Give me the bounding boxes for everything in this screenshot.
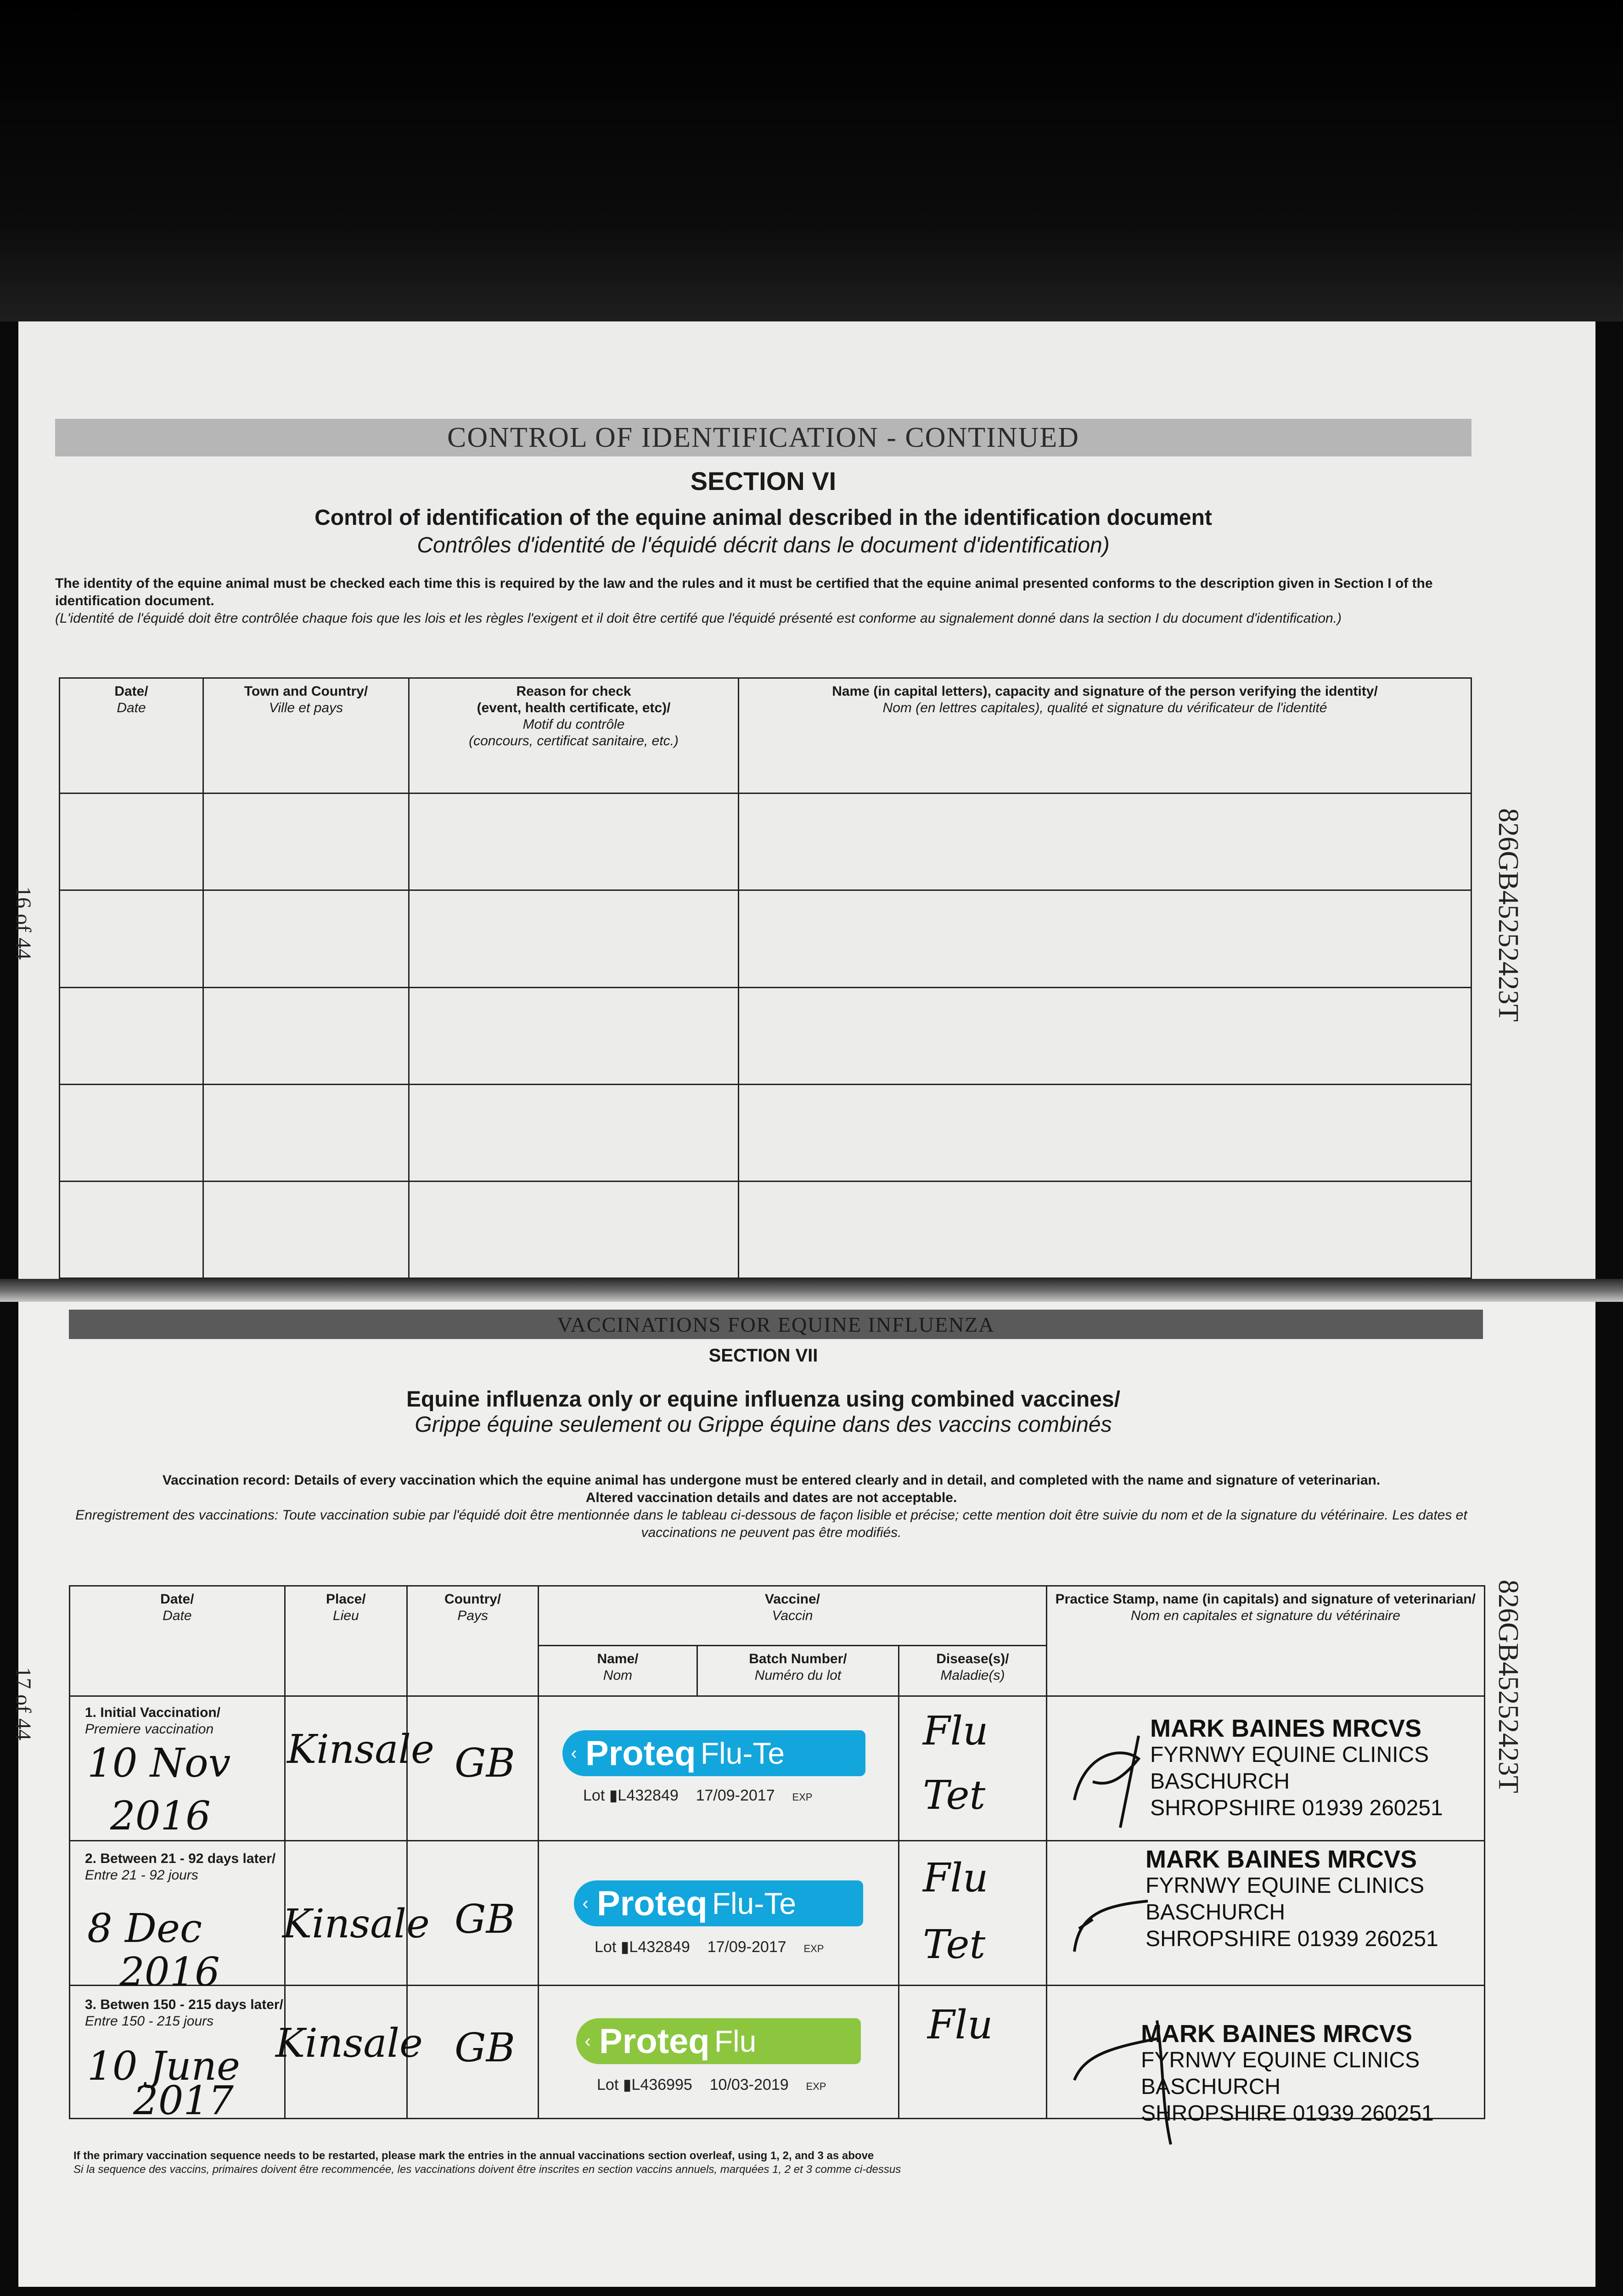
vax-stamp-header: Practice Stamp, name (in capitals) and signature of veterinarian/ Nom en capitales et signature du vétérinaire bbox=[1046, 1586, 1484, 1696]
vax-row1-signature bbox=[1065, 1717, 1157, 1837]
vax-row1-stamp: MARK BAINES MRCVS FYRNWY EQUINE CLINICS BASCHURCH SHROPSHIRE 01939 260251 bbox=[1150, 1715, 1443, 1820]
identity-check-table bbox=[59, 677, 1472, 1279]
table-cell[interactable] bbox=[60, 987, 203, 1084]
vax-row1-place: Kinsale bbox=[287, 1727, 434, 1773]
arrow-icon: ‹ bbox=[571, 1743, 577, 1763]
passport-number-upper: 826GB45252423T bbox=[1493, 808, 1524, 1022]
section6-title-en: Control of identification of the equine animal described in the identification document bbox=[314, 506, 1212, 530]
vax-vaccine-header: Vaccine/ Vaccin bbox=[539, 1586, 1046, 1646]
table-cell[interactable] bbox=[203, 1181, 409, 1278]
section6-intro bbox=[55, 575, 1460, 627]
table-cell[interactable] bbox=[203, 987, 409, 1084]
vax-row3-sticker: ‹ Proteq Flu bbox=[576, 2018, 861, 2064]
vax-batch-header: Batch Number/ Numéro du lot bbox=[697, 1646, 899, 1696]
vax-row1-date-line2: 2016 bbox=[110, 1793, 211, 1839]
table-cell[interactable] bbox=[409, 793, 739, 890]
section7-band: VACCINATIONS FOR EQUINE INFLUENZA bbox=[69, 1310, 1483, 1339]
vax-row1-disease-1: Flu bbox=[923, 1708, 988, 1754]
vax-row2-place: Kinsale bbox=[282, 1901, 430, 1947]
vax-row2-sticker: ‹ Proteq Flu-Te bbox=[574, 1880, 863, 1926]
section7-footer: If the primary vaccination sequence needs to be restarted, please mark the entries in the annual vaccinations section overleaf, using 1, 2, and 3 as above Si la sequence des vaccins, primaires doivent être recommencée, les vaccinations doivent être inscrites en section vaccins annuels, marquées 1, 2 et 3 comme ci-dessus bbox=[73, 2150, 901, 2176]
section7-intro: Vaccination record: Details of every vaccination which the equine animal has undergone must be entered clearly and in detail, and completed with the name and signature of veterinarian. Altered vaccination details and dates are not acceptable. Enregistrement des vaccinations: Toute vaccination subie par l'équidé doit être mentionnée dans le tableau ci-dessous de façon lisible et précise; cette mention doit être suivie du nom et de la signature du vétérinaire. Les dates et vaccinations ne peuvent pas être modifiés. bbox=[75, 1473, 1467, 1540]
table-cell[interactable] bbox=[203, 890, 409, 987]
table-cell[interactable] bbox=[60, 793, 203, 890]
vax-place-header: Place/ Lieu bbox=[285, 1586, 407, 1696]
vax-row3-place: Kinsale bbox=[275, 2020, 423, 2066]
passport-number-lower: 826GB45252423T bbox=[1493, 1580, 1524, 1793]
table-cell[interactable] bbox=[739, 793, 1471, 890]
table-cell[interactable] bbox=[409, 987, 739, 1084]
col-date-header: Date/ Date bbox=[60, 678, 203, 793]
table-cell[interactable] bbox=[60, 1181, 203, 1278]
table-cell[interactable] bbox=[739, 1181, 1471, 1278]
vax-row3-country: GB bbox=[455, 2025, 515, 2071]
arrow-icon: ‹ bbox=[582, 1893, 589, 1913]
table-cell[interactable] bbox=[60, 890, 203, 987]
vax-row1-sticker: ‹ Proteq Flu-Te bbox=[562, 1730, 865, 1776]
vax-disease-header: Disease(s)/ Maladie(s) bbox=[899, 1646, 1046, 1696]
vax-row1-label: 1. Initial Vaccination/ Premiere vaccination bbox=[85, 1705, 221, 1737]
arrow-icon: ‹ bbox=[584, 2031, 591, 2051]
vax-row1-date-line1: 10 Nov bbox=[87, 1740, 231, 1786]
vax-row2-stamp: MARK BAINES MRCVS FYRNWY EQUINE CLINICS BASCHURCH SHROPSHIRE 01939 260251 bbox=[1146, 1846, 1438, 1951]
section6-title-fr: Contrôles d'identité de l'équidé décrit dans le document d'identification) bbox=[417, 533, 1110, 557]
vax-row2-lot: Lot ▮L432849 17/09-2017 EXP bbox=[595, 1938, 824, 1956]
vax-row2-disease-2: Tet bbox=[923, 1922, 986, 1968]
vax-row3-lot: Lot ▮L436995 10/03-2019 EXP bbox=[597, 2076, 826, 2093]
vax-row2-date-line1: 8 Dec bbox=[87, 1906, 202, 1952]
vax-row3-stamp: MARK BAINES MRCVS FYRNWY EQUINE CLINICS BASCHURCH SHROPSHIRE 01939 260251 bbox=[1141, 2020, 1434, 2126]
table-cell[interactable] bbox=[203, 1084, 409, 1181]
table-cell[interactable] bbox=[409, 890, 739, 987]
vax-date-header: Date/ Date bbox=[70, 1586, 285, 1696]
col-town-header: Town and Country/ Ville et pays bbox=[203, 678, 409, 793]
vax-row2-signature bbox=[1065, 1874, 1157, 1965]
col-reason-header: Reason for check (event, health certificate, etc)/ Motif du contrôle (concours, certificat sanitaire, etc.) bbox=[409, 678, 739, 793]
vax-row3-disease-1: Flu bbox=[927, 2002, 993, 2048]
vax-country-header: Country/ Pays bbox=[407, 1586, 538, 1696]
table-cell[interactable] bbox=[409, 1084, 739, 1181]
section7-title-en: Equine influenza only or equine influenza using combined vaccines/ bbox=[406, 1387, 1120, 1412]
vax-row3-signature bbox=[1065, 2011, 1185, 2149]
section6-band: CONTROL OF IDENTIFICATION - CONTINUED bbox=[55, 419, 1471, 456]
section6-intro-en: The identity of the equine animal must be checked each time this is required by the law and the rules and it must be certified that the equine animal presented conforms to the description given in Section I of the identification document. bbox=[55, 576, 1433, 608]
vax-row2-disease-1: Flu bbox=[923, 1855, 988, 1901]
table-cell[interactable] bbox=[739, 1084, 1471, 1181]
vax-row1-lot: Lot ▮L432849 17/09-2017 EXP bbox=[583, 1787, 813, 1804]
section6-intro-fr: (L'identité de l'équidé doit être contrôlée chaque fois que les lois et les règles l'exigent et il doit être certifé que l'équidé présenté est conforme au signalement donné dans la section I du document d'identification.) bbox=[55, 611, 1342, 626]
table-cell[interactable] bbox=[203, 793, 409, 890]
vax-row3-label: 3. Betwen 150 - 215 days later/ Entre 150 - 215 jours bbox=[85, 1997, 283, 2029]
vax-row2-country: GB bbox=[455, 1896, 515, 1942]
section7-label: SECTION VII bbox=[708, 1345, 818, 1366]
page-number-16: 16 of 44 bbox=[11, 886, 35, 960]
table-cell[interactable] bbox=[739, 987, 1471, 1084]
vax-row3-date-line2: 2017 bbox=[133, 2078, 234, 2124]
vax-row1-country: GB bbox=[455, 1740, 515, 1786]
dark-background-top bbox=[0, 0, 1623, 321]
vax-row1-disease-2: Tet bbox=[923, 1773, 986, 1818]
section7-title-fr: Grippe équine seulement ou Grippe équine dans des vaccins combinés bbox=[415, 1412, 1112, 1437]
table-cell[interactable] bbox=[409, 1181, 739, 1278]
section6-label: SECTION VI bbox=[690, 467, 837, 495]
table-cell[interactable] bbox=[60, 1084, 203, 1181]
vax-row2-label: 2. Between 21 - 92 days later/ Entre 21 - 92 jours bbox=[85, 1851, 276, 1883]
vax-row3-date-line1: 10 June bbox=[87, 2043, 240, 2089]
book-gutter bbox=[0, 1279, 1623, 1302]
col-name-header: Name (in capital letters), capacity and signature of the person verifying the identity/ Nom (en lettres capitales), qualité et signature du vérificateur de l'identité bbox=[739, 678, 1471, 793]
page-number-17: 17 of 44 bbox=[11, 1667, 35, 1740]
vax-row2-date-line2: 2016 bbox=[119, 1949, 220, 1995]
table-cell[interactable] bbox=[739, 890, 1471, 987]
vax-name-header: Name/ Nom bbox=[539, 1646, 697, 1696]
